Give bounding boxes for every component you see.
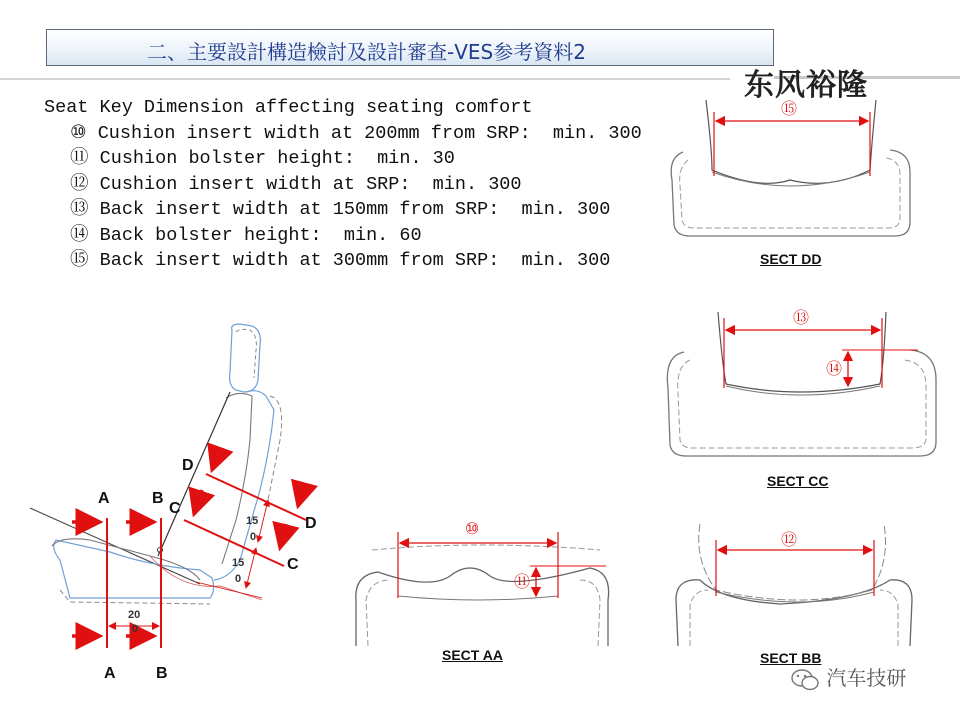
cut-label-a-bottom: A (104, 665, 116, 682)
dim-label-14: ⑭ (825, 359, 843, 378)
side-view-drawing (30, 324, 317, 682)
dim-150b-line1: 15 (232, 557, 245, 569)
section-label-dd: SECT DD (760, 251, 822, 267)
section-label-cc: SECT CC (767, 473, 829, 489)
section-aa-drawing (356, 519, 609, 646)
spec-text: Cushion insert width at 200mm from SRP: min. 300 (97, 122, 642, 144)
cut-label-d-right: D (305, 515, 317, 532)
spec-num: ⑮ (70, 250, 89, 271)
dim-label-12: ⑫ (780, 530, 798, 549)
dim-200-line2: 0 (132, 623, 139, 635)
spec-text: Back insert width at 150mm from SRP: min. 300 (99, 199, 611, 220)
spec-text: Cushion insert width at SRP: min. 300 (99, 173, 522, 195)
cut-label-b-top: B (152, 490, 164, 507)
dim-label-15: ⑮ (780, 99, 798, 118)
spec-text: Cushion bolster height: min. 30 (99, 148, 455, 169)
spec-num: ⑩ (70, 122, 87, 144)
dim-150a-line2: 0 (250, 531, 257, 543)
page-title: 二、主要設計構造檢討及設計審查-VES参考資料2 (147, 40, 586, 64)
spec-heading: Seat Key Dimension affecting seating comfort (44, 97, 533, 118)
spec-num: ⑪ (70, 148, 89, 169)
dim-150b-line2: 0 (235, 573, 242, 585)
section-bb-drawing (676, 524, 912, 646)
brand-logo: 东风裕隆 (744, 68, 868, 103)
section-label-bb: SECT BB (760, 650, 822, 666)
cut-label-c-left: C (169, 500, 181, 517)
spec-text: Back insert width at 300mm from SRP: min. 300 (99, 250, 611, 271)
cut-label-d-left: D (182, 457, 194, 474)
spec-text: Back bolster height: min. 60 (99, 224, 422, 246)
cut-label-b-bottom: B (156, 665, 168, 682)
dim-label-13: ⑬ (792, 308, 810, 327)
watermark-text: 汽车技研 (826, 666, 907, 690)
section-label-aa: SECT AA (442, 647, 503, 663)
wechat-icon (790, 668, 820, 692)
cut-label-a-top: A (98, 490, 110, 507)
dim-200-line1: 20 (128, 609, 141, 621)
dim-label-11: ⑪ (513, 572, 531, 591)
section-dd-drawing (671, 99, 910, 236)
section-cc-drawing (667, 308, 936, 456)
dim-label-10: ⑩ (464, 519, 480, 538)
spec-num: ⑫ (70, 173, 89, 195)
spec-num: ⑬ (70, 199, 89, 220)
spec-num: ⑭ (70, 224, 89, 246)
cut-label-c-right: C (287, 556, 299, 573)
watermark (790, 662, 906, 692)
dim-150a-line1: 15 (246, 515, 259, 527)
